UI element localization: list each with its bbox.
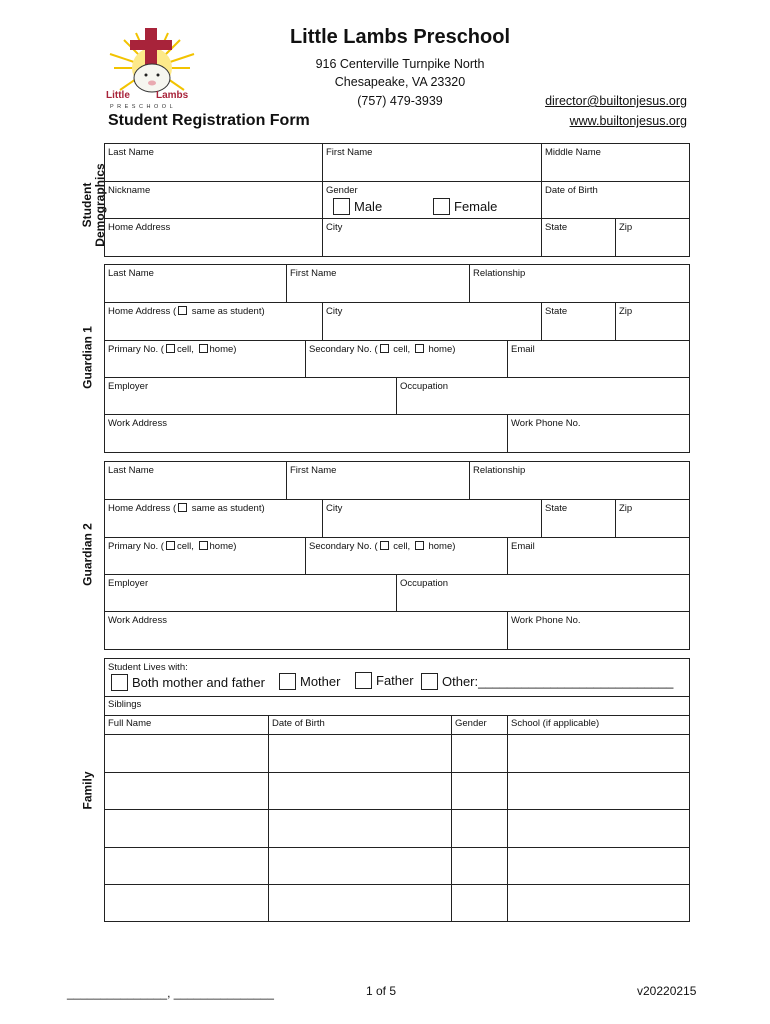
g2-zip-label: Zip (619, 503, 633, 514)
sibling-2-school[interactable] (508, 773, 689, 810)
student-state-field[interactable] (542, 219, 616, 256)
g1-last-name-field[interactable] (105, 265, 287, 303)
female-label: Female (454, 199, 498, 214)
family-section (104, 658, 690, 922)
g2-last-name-field[interactable] (105, 462, 287, 500)
g2-primary-phone-label: Primary No. ( cell, home) (108, 541, 237, 552)
student-middle-name-label: Middle Name (545, 147, 601, 158)
address-line-2: Chesapeake, VA 23320 (334, 75, 466, 89)
phone-number: (757) 479-3939 (357, 94, 443, 108)
student-section (104, 143, 690, 257)
father-checkbox[interactable] (355, 672, 372, 689)
g1-work-address-field[interactable] (105, 415, 508, 452)
sibling-1-school[interactable] (508, 735, 689, 773)
g2-primary-cell-checkbox[interactable] (166, 541, 175, 550)
g1-city-label: City (326, 306, 343, 317)
g1-home-address-label: Home Address ( same as student) (108, 306, 265, 317)
lives-with-father-option[interactable] (355, 672, 414, 689)
student-zip-field[interactable] (616, 219, 689, 256)
g1-first-name-field[interactable] (287, 265, 470, 303)
footer-initials-line[interactable]: _______________, _______________ (67, 986, 274, 1000)
g2-primary-home-checkbox[interactable] (199, 541, 208, 550)
g1-relationship-label: Relationship (473, 268, 526, 279)
sibling-3-name[interactable] (105, 810, 269, 848)
school-logo (104, 28, 200, 114)
g2-first-name-field[interactable] (287, 462, 470, 500)
sibling-5-name[interactable] (105, 885, 269, 921)
g2-email-label: Email (511, 541, 535, 552)
other-checkbox[interactable] (421, 673, 438, 690)
school-name: Little Lambs Preschool (289, 26, 511, 48)
student-city-field[interactable] (323, 219, 542, 256)
student-nickname-label: Nickname (108, 185, 151, 196)
sibling-gender-header: Gender (455, 718, 487, 729)
female-checkbox[interactable] (433, 198, 450, 215)
g2-primary-phone-field[interactable] (105, 538, 306, 575)
mother-checkbox[interactable] (279, 673, 296, 690)
student-dob-label: Date of Birth (545, 185, 598, 196)
sibling-full-name-header: Full Name (108, 718, 152, 729)
website-link[interactable]: www.builtonjesus.org (569, 114, 687, 128)
sibling-col-gender (452, 716, 508, 735)
logo-text-lambs: Lambs (156, 90, 189, 101)
sibling-dob-header: Date of Birth (272, 718, 325, 729)
g2-last-name-label: Last Name (108, 465, 154, 476)
g1-secondary-phone-field[interactable] (306, 341, 508, 378)
logo-text-little: Little (106, 90, 130, 101)
g2-work-address-field[interactable] (105, 612, 508, 649)
g1-employer-field[interactable] (105, 378, 397, 415)
g1-primary-cell-checkbox[interactable] (166, 344, 175, 353)
lives-with-mother-option[interactable] (279, 673, 340, 690)
g1-work-address-label: Work Address (108, 418, 167, 429)
g1-work-phone-field[interactable] (508, 415, 689, 452)
section-label-guardian1: Guardian 1 (80, 326, 95, 389)
sibling-4-school[interactable] (508, 848, 689, 885)
g2-city-label: City (326, 503, 343, 514)
g1-employer-label: Employer (108, 381, 149, 392)
student-state-label: State (545, 222, 568, 233)
g1-secondary-phone-label: Secondary No. ( cell, home) (309, 344, 456, 355)
g1-first-name-label: First Name (290, 268, 337, 279)
sibling-2-gender[interactable] (452, 773, 508, 810)
section-label-guardian2: Guardian 2 (80, 523, 95, 586)
student-last-name-label: Last Name (108, 147, 154, 158)
g1-state-label: State (545, 306, 568, 317)
sibling-col-school (508, 716, 689, 735)
footer-version: v20220215 (637, 984, 697, 998)
student-dob-field[interactable] (542, 182, 689, 219)
sibling-1-name[interactable] (105, 735, 269, 773)
g1-email-label: Email (511, 344, 535, 355)
g2-email-field[interactable] (508, 538, 689, 575)
g1-email-field[interactable] (508, 341, 689, 378)
both-label: Both mother and father (132, 675, 265, 690)
both-checkbox[interactable] (111, 674, 128, 691)
logo-text-preschool: P R E S C H O O L (110, 104, 174, 110)
g1-city-field[interactable] (323, 303, 542, 341)
student-gender-label: Gender (326, 185, 358, 196)
siblings-label: Siblings (108, 699, 142, 710)
g2-first-name-label: First Name (290, 465, 337, 476)
g2-work-address-label: Work Address (108, 615, 167, 626)
address-line-1: 916 Centerville Turnpike North (315, 57, 485, 71)
sibling-5-dob[interactable] (269, 885, 452, 921)
g2-home-address-field[interactable] (105, 500, 323, 538)
male-label: Male (354, 199, 383, 214)
g1-secondary-cell-checkbox[interactable] (380, 344, 389, 353)
student-last-name-field[interactable] (105, 144, 323, 182)
g1-occupation-label: Occupation (400, 381, 449, 392)
male-checkbox[interactable] (333, 198, 350, 215)
student-home-address-field[interactable] (105, 219, 323, 256)
other-label: Other:___________________________ (442, 674, 674, 689)
g2-work-phone-label: Work Phone No. (511, 615, 581, 626)
student-city-label: City (326, 222, 343, 233)
lives-with-field (105, 659, 689, 697)
g2-occupation-field[interactable] (397, 575, 689, 612)
g2-secondary-phone-label: Secondary No. ( cell, home) (309, 541, 456, 552)
g1-secondary-home-checkbox[interactable] (415, 344, 424, 353)
g1-same-as-student-checkbox[interactable] (178, 306, 187, 315)
father-label: Father (376, 673, 414, 688)
sibling-3-gender[interactable] (452, 810, 508, 848)
g2-home-address-label: Home Address ( same as student) (108, 503, 265, 514)
lives-with-label: Student Lives with: (108, 662, 188, 673)
g1-primary-home-checkbox[interactable] (199, 344, 208, 353)
g2-city-field[interactable] (323, 500, 542, 538)
g2-secondary-cell-checkbox[interactable] (380, 541, 389, 550)
g2-same-as-student-checkbox[interactable] (178, 503, 187, 512)
g1-state-field[interactable] (542, 303, 616, 341)
g2-zip-field[interactable] (616, 500, 689, 538)
student-middle-name-field[interactable] (542, 144, 689, 182)
g2-state-label: State (545, 503, 568, 514)
student-zip-label: Zip (619, 222, 633, 233)
section-label-family: Family (80, 771, 95, 810)
g2-work-phone-field[interactable] (508, 612, 689, 649)
sibling-col-dob (269, 716, 452, 735)
g1-zip-label: Zip (619, 306, 633, 317)
student-home-address-label: Home Address (108, 222, 171, 233)
sibling-col-full-name (105, 716, 269, 735)
mother-label: Mother (300, 674, 341, 689)
g2-employer-field[interactable] (105, 575, 397, 612)
g1-home-address-field[interactable] (105, 303, 323, 341)
g2-employer-label: Employer (108, 578, 149, 589)
sibling-3-dob[interactable] (269, 810, 452, 848)
g1-work-phone-label: Work Phone No. (511, 418, 581, 429)
sibling-5-gender[interactable] (452, 885, 508, 921)
g1-relationship-field[interactable] (470, 265, 689, 303)
g2-secondary-home-checkbox[interactable] (415, 541, 424, 550)
gender-female-option[interactable] (433, 198, 497, 215)
g1-occupation-field[interactable] (397, 378, 689, 415)
footer-page-number: 1 of 5 (366, 984, 397, 998)
student-first-name-field[interactable] (323, 144, 542, 182)
g2-occupation-label: Occupation (400, 578, 449, 589)
siblings-row (105, 697, 689, 716)
section-label-student: Student Demographics (80, 163, 107, 247)
sibling-3-school[interactable] (508, 810, 689, 848)
sibling-1-gender[interactable] (452, 735, 508, 773)
lives-with-other-option[interactable] (421, 673, 673, 690)
gender-male-option[interactable] (333, 198, 382, 215)
g1-zip-field[interactable] (616, 303, 689, 341)
lives-with-both-option[interactable] (111, 674, 265, 691)
sibling-4-gender[interactable] (452, 848, 508, 885)
sibling-4-name[interactable] (105, 848, 269, 885)
email-link[interactable]: director@builtonjesus.org (545, 94, 687, 108)
student-first-name-label: First Name (326, 147, 373, 158)
sibling-2-name[interactable] (105, 773, 269, 810)
sibling-4-dob[interactable] (269, 848, 452, 885)
g2-relationship-label: Relationship (473, 465, 526, 476)
student-gender-field (323, 182, 542, 219)
sibling-5-school[interactable] (508, 885, 689, 921)
sibling-school-header: School (if applicable) (511, 718, 600, 729)
g1-last-name-label: Last Name (108, 268, 154, 279)
sibling-1-dob[interactable] (269, 735, 452, 773)
sibling-2-dob[interactable] (269, 773, 452, 810)
student-nickname-field[interactable] (105, 182, 323, 219)
g2-secondary-phone-field[interactable] (306, 538, 508, 575)
g1-primary-phone-field[interactable] (105, 341, 306, 378)
guardian1-section (104, 264, 690, 453)
g2-relationship-field[interactable] (470, 462, 689, 500)
g2-state-field[interactable] (542, 500, 616, 538)
form-title: Student Registration Form (108, 112, 310, 129)
g1-primary-phone-label: Primary No. ( cell, home) (108, 344, 237, 355)
guardian2-section (104, 461, 690, 650)
